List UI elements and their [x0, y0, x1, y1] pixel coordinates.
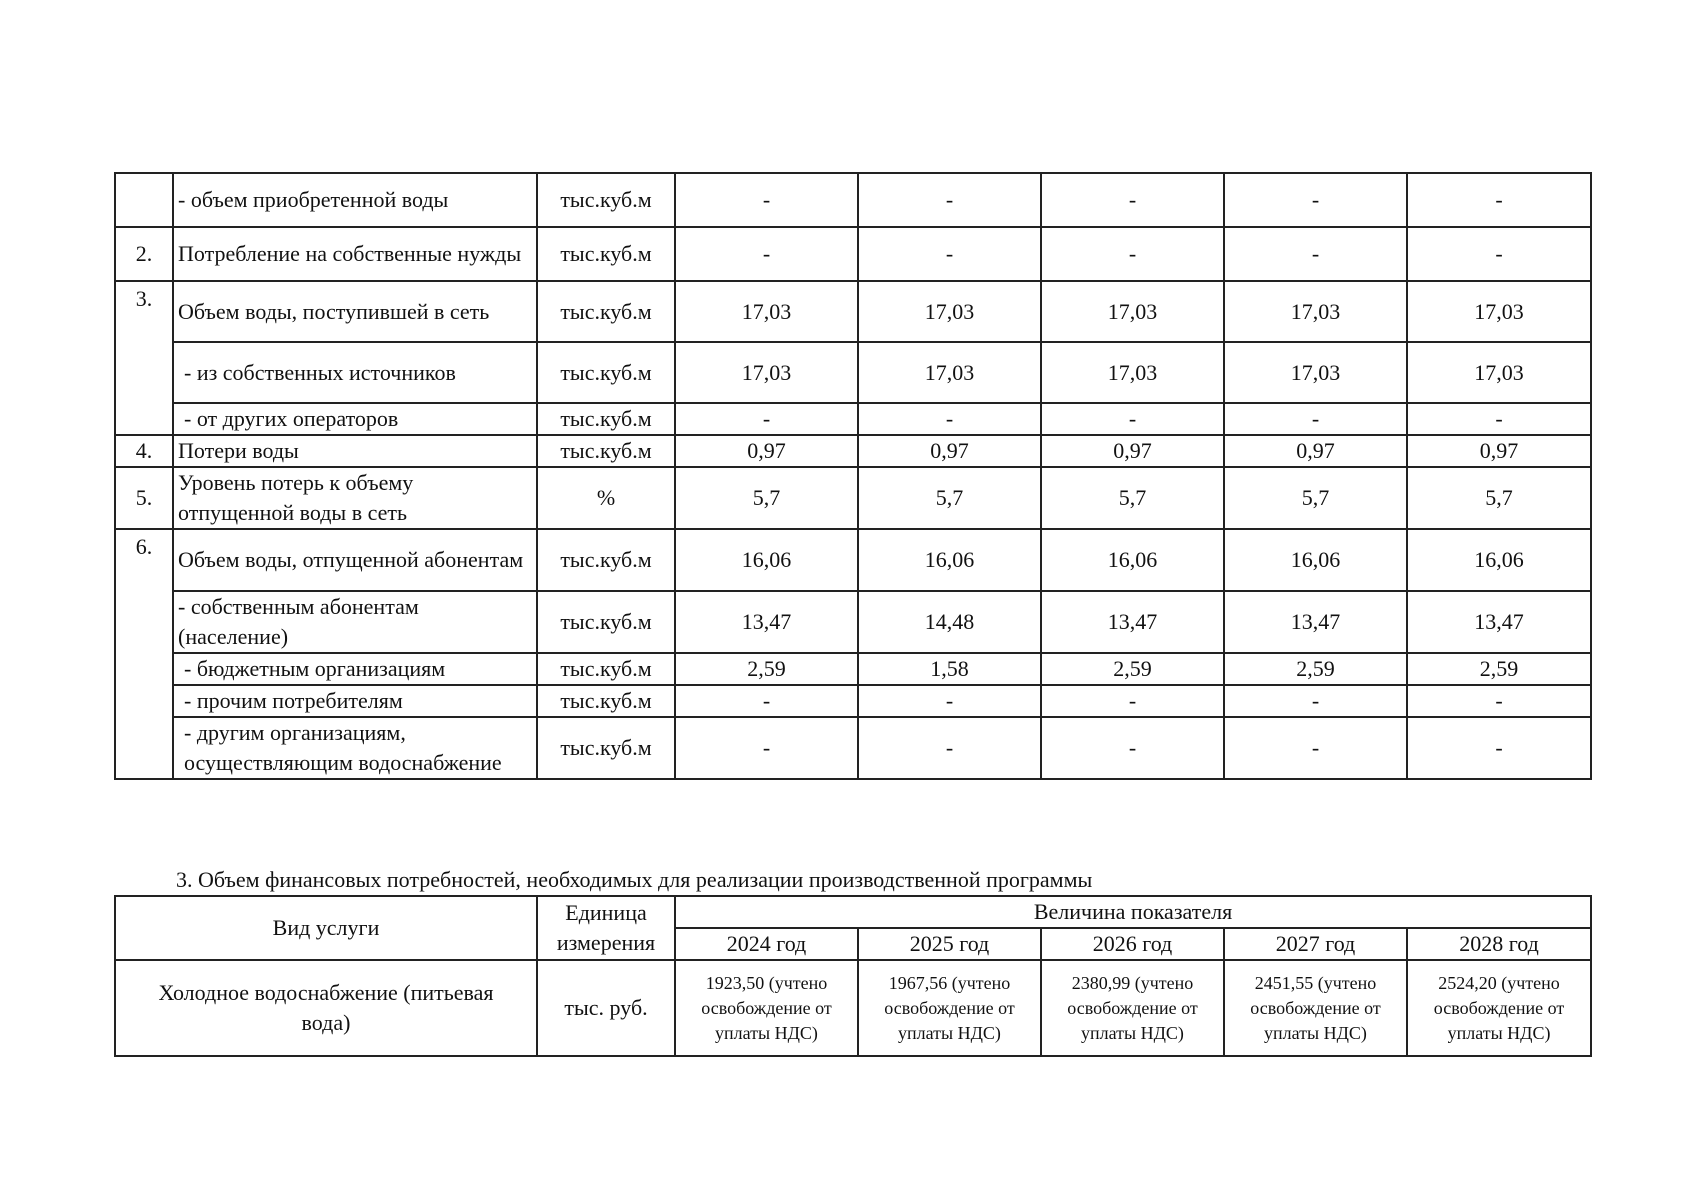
value-2024: 17,03	[675, 281, 858, 342]
row-name: - от других операторов	[173, 403, 537, 435]
value-2026: -	[1041, 685, 1224, 717]
header-unit-line2: измерения	[556, 930, 656, 955]
row-unit: %	[537, 467, 675, 529]
value-2024: 16,06	[675, 529, 858, 591]
value-2026: 2380,99 (учтено освобождение от уплаты НДС)	[1041, 960, 1224, 1056]
value-2026: -	[1041, 717, 1224, 779]
table-row	[115, 685, 1591, 717]
header-year-2027: 2027 год	[1224, 928, 1407, 960]
row-unit: тыс.куб.м	[537, 281, 675, 342]
value-2027: -	[1224, 685, 1407, 717]
row-number: 5.	[115, 467, 173, 529]
service-name: Холодное водоснабжение (питьевая вода)	[115, 960, 537, 1056]
value-2025: 5,7	[858, 467, 1041, 529]
row-name: Объем воды, поступившей в сеть	[173, 281, 537, 342]
value-2025: -	[858, 717, 1041, 779]
production-indicators-table	[114, 172, 1592, 780]
table-row	[115, 717, 1591, 779]
row-number	[115, 685, 173, 717]
value-2026: -	[1041, 227, 1224, 281]
value-2027: 0,97	[1224, 435, 1407, 467]
table-row	[115, 173, 1591, 227]
row-number	[115, 403, 173, 435]
row-number	[115, 717, 173, 779]
row-number: 2.	[115, 227, 173, 281]
value-2026: 16,06	[1041, 529, 1224, 591]
header-unit-line1: Единица	[565, 900, 647, 925]
row-name: Объем воды, отпущенной абонентам	[173, 529, 537, 591]
row-unit: тыс.куб.м	[537, 685, 675, 717]
value-2028: 16,06	[1407, 529, 1591, 591]
value-2028: 13,47	[1407, 591, 1591, 653]
row-number	[115, 591, 173, 653]
value-2028: -	[1407, 717, 1591, 779]
table-row	[115, 960, 1591, 1056]
row-unit: тыс.куб.м	[537, 529, 675, 591]
value-2024: 2,59	[675, 653, 858, 685]
value-2027: 2,59	[1224, 653, 1407, 685]
section-title: 3. Объем финансовых потребностей, необходимых для реализации производственной программы	[176, 867, 1093, 892]
value-2026: 17,03	[1041, 281, 1224, 342]
value-2025: -	[858, 685, 1041, 717]
value-2027: 2451,55 (учтено освобождение от уплаты НДС)	[1224, 960, 1407, 1056]
row-unit: тыс.куб.м	[537, 227, 675, 281]
value-2026: 17,03	[1041, 342, 1224, 403]
value-2024: 13,47	[675, 591, 858, 653]
row-number: 4.	[115, 435, 173, 467]
row-name: - прочим потребителям	[173, 685, 537, 717]
row-name: Потери воды	[173, 435, 537, 467]
row-unit: тыс.куб.м	[537, 435, 675, 467]
value-2028: -	[1407, 227, 1591, 281]
value-2026: 13,47	[1041, 591, 1224, 653]
row-unit: тыс.куб.м	[537, 717, 675, 779]
row-name: - другим организациям, осуществляющим водоснабжение	[173, 717, 537, 779]
row-name: - объем приобретенной воды	[173, 173, 537, 227]
header-value: Величина показателя	[675, 896, 1591, 928]
value-2026: -	[1041, 403, 1224, 435]
header-year-2026: 2026 год	[1041, 928, 1224, 960]
header-service: Вид услуги	[115, 896, 537, 960]
row-unit: тыс.куб.м	[537, 591, 675, 653]
table-row	[115, 227, 1591, 281]
value-2025: 17,03	[858, 281, 1041, 342]
table-row	[115, 529, 1591, 591]
row-unit: тыс.куб.м	[537, 403, 675, 435]
value-2024: -	[675, 717, 858, 779]
value-2027: 17,03	[1224, 342, 1407, 403]
row-number	[115, 173, 173, 227]
value-2024: 0,97	[675, 435, 858, 467]
row-name: Потребление на собственные нужды	[173, 227, 537, 281]
value-2028: -	[1407, 685, 1591, 717]
value-2024: 1923,50 (учтено освобождение от уплаты НДС)	[675, 960, 858, 1056]
value-2027: -	[1224, 227, 1407, 281]
header-year-2025: 2025 год	[858, 928, 1041, 960]
value-2025: -	[858, 227, 1041, 281]
value-2024: -	[675, 227, 858, 281]
value-2024: 17,03	[675, 342, 858, 403]
value-2025: 1,58	[858, 653, 1041, 685]
value-2027: -	[1224, 403, 1407, 435]
header-year-2028: 2028 год	[1407, 928, 1591, 960]
value-2026: 2,59	[1041, 653, 1224, 685]
value-2028: -	[1407, 403, 1591, 435]
value-2024: -	[675, 403, 858, 435]
table-row	[115, 467, 1591, 529]
value-2025: 1967,56 (учтено освобождение от уплаты НДС)	[858, 960, 1041, 1056]
value-2027: 13,47	[1224, 591, 1407, 653]
value-2027: -	[1224, 717, 1407, 779]
row-unit: тыс.куб.м	[537, 653, 675, 685]
value-2025: 14,48	[858, 591, 1041, 653]
service-unit: тыс. руб.	[537, 960, 675, 1056]
row-unit: тыс.куб.м	[537, 342, 675, 403]
value-2028: 5,7	[1407, 467, 1591, 529]
value-2027: 17,03	[1224, 281, 1407, 342]
value-2025: 17,03	[858, 342, 1041, 403]
table-row	[115, 342, 1591, 403]
value-2024: 5,7	[675, 467, 858, 529]
table-row	[115, 281, 1591, 342]
table-row	[115, 403, 1591, 435]
row-name: - бюджетным организациям	[173, 653, 537, 685]
row-name: - собственным абонентам (население)	[173, 591, 537, 653]
value-2028: -	[1407, 173, 1591, 227]
value-2024: -	[675, 173, 858, 227]
value-2028: 2524,20 (учтено освобождение от уплаты НДС)	[1407, 960, 1591, 1056]
value-2028: 0,97	[1407, 435, 1591, 467]
value-2025: -	[858, 173, 1041, 227]
row-name: Уровень потерь к объему отпущенной воды в сеть	[173, 467, 537, 529]
value-2025: 0,97	[858, 435, 1041, 467]
value-2025: 16,06	[858, 529, 1041, 591]
financial-needs-table	[114, 895, 1592, 1057]
row-number	[115, 653, 173, 685]
value-2028: 17,03	[1407, 342, 1591, 403]
value-2027: 16,06	[1224, 529, 1407, 591]
value-2027: 5,7	[1224, 467, 1407, 529]
value-2024: -	[675, 685, 858, 717]
row-number: 6.	[115, 529, 173, 591]
header-year-2024: 2024 год	[675, 928, 858, 960]
row-number: 3.	[115, 281, 173, 342]
table-row	[115, 435, 1591, 467]
value-2026: 0,97	[1041, 435, 1224, 467]
value-2026: -	[1041, 173, 1224, 227]
header-row	[115, 896, 1591, 928]
header-unit	[537, 896, 675, 960]
value-2028: 17,03	[1407, 281, 1591, 342]
table-row	[115, 591, 1591, 653]
row-number	[115, 342, 173, 403]
row-name: - из собственных источников	[173, 342, 537, 403]
value-2025: -	[858, 403, 1041, 435]
value-2028: 2,59	[1407, 653, 1591, 685]
table-row	[115, 653, 1591, 685]
row-unit: тыс.куб.м	[537, 173, 675, 227]
value-2027: -	[1224, 173, 1407, 227]
value-2026: 5,7	[1041, 467, 1224, 529]
